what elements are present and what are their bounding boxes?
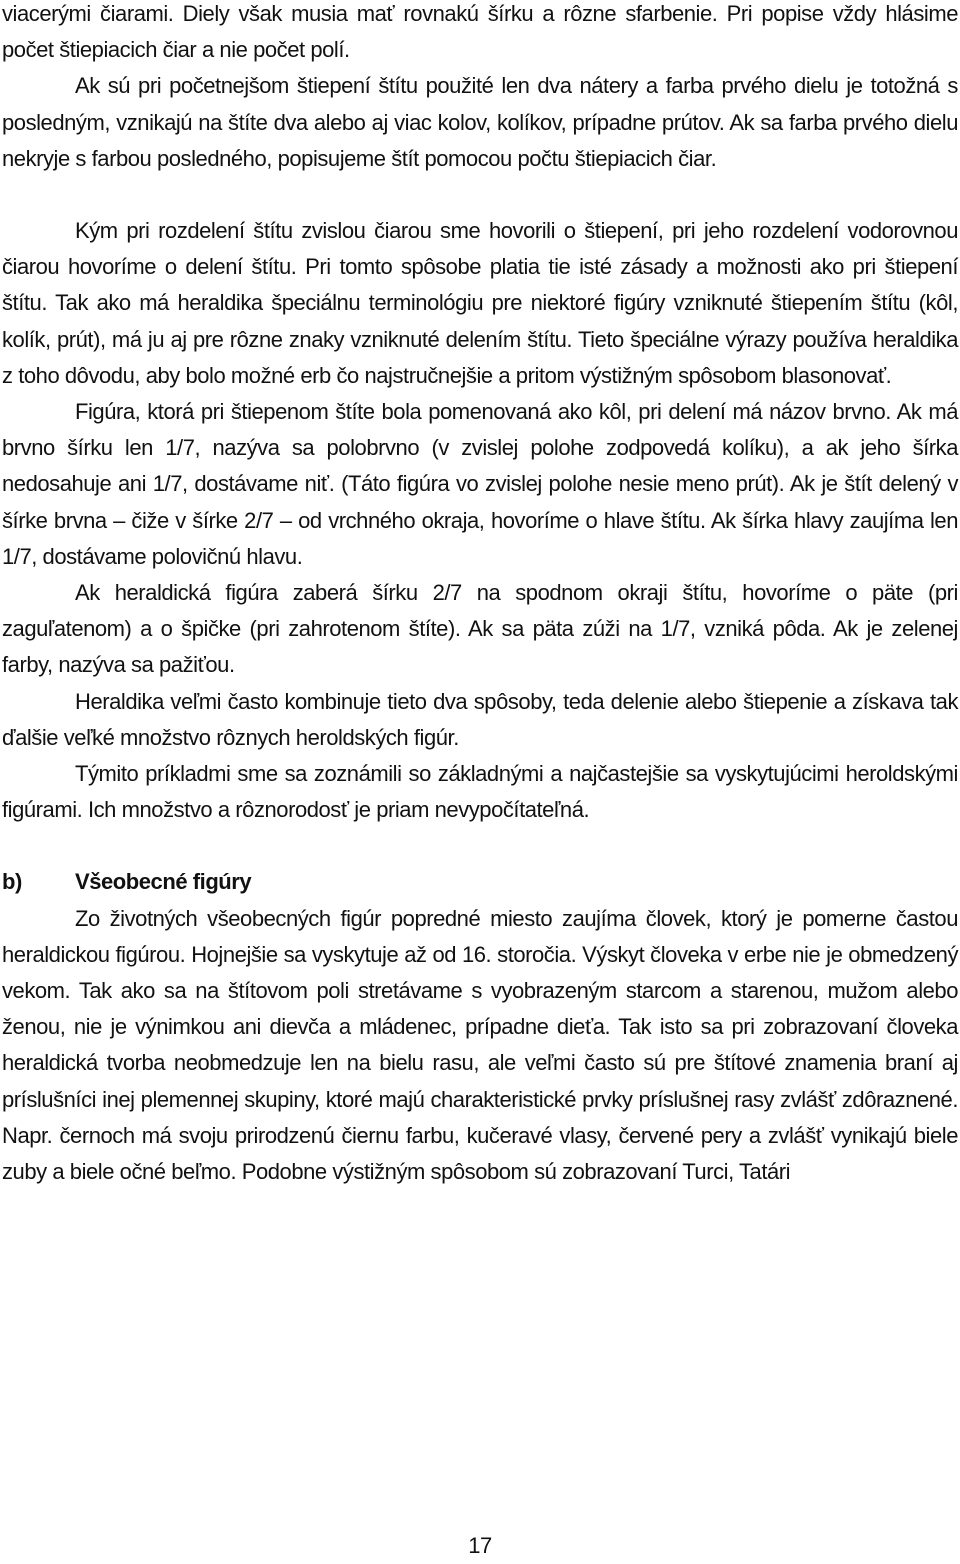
paragraph-combination: Heraldika veľmi často kombinuje tieto dva spôsoby, teda delenie alebo štiepenie a získava tak ďalšie veľké množstvo rôznych heroldských figúr. [2,688,958,750]
paragraph-human-figures: Zo životných všeobecných figúr popredné miesto zaujíma človek, ktorý je pomerne častou heraldickou figúrou. Hojnejšie sa vyskytuje až od 16. storočia. Výskyt človeka v erbe nie je obmedzený vekom. Tak ako sa na štítovom poli stretávame s vyobrazeným starcom a starenou, mužom alebo ženou, nie je výnimkou ani dievča a mládenec, prípadne dieťa. Tak isto sa pri zobrazovaní človeka heraldická tvorba neobmedzuje len na bielu rasu, ale veľmi často sú pre štítové znamenia braní aj príslušníci inej plemennej skupiny, ktoré majú charakteristické prvky príslušnej rasy zvlášť zdôraznené. Napr. černoch má svoju prirodzenú čiernu farbu, kučeravé vlasy, červené pery a zvlášť vynikajú biele zuby a biele očné beľmo. Podobne výstižným spôsobom sú zobrazovaní Turci, Tatári [2,905,958,1185]
section-title: Všeobecné figúry [75,869,252,895]
paragraph-pata: Ak heraldická figúra zaberá šírku 2/7 na spodnom okraji štítu, hovoríme o päte (pri zaguľatenom) a o špičke (pri zahrotenom štíte). Ak sa päta zúži na 1/7, vzniká pôda. Ak je zelenej farby, nazýva sa pažiťou. [2,580,958,678]
paragraph-brvno: Figúra, ktorá pri štiepenom štíte bola pomenovaná ako kôl, pri delení má názov brvno. Ak má brvno šírku len 1/7, nazýva sa polobrvno (v zvislej polohe zodpovedá kolíku), a ak jeho šírka nedosahuje ani 1/7, dostávame niť. (Táto figúra vo zvislej polohe nesie meno prút). Ak je štít delený v šírke brvna – čiže v šírke 2/7 – od vrchného okraja, hovoríme o hlave štítu. Ak šírka hlavy zaujíma len 1/7, dostávame polovičnú hlavu. [2,399,958,569]
paragraph-continuation: viacerými čiarami. Diely však musia mať rovnakú šírku a rôzne sfarbenie. Pri popise vždy hlásime počet štiepiacich čiar a nie počet polí. [2,1,958,63]
section-heading [2,864,958,900]
paragraph-summary: Týmito príkladmi sme sa zoznámili so základnými a najčastejšie sa vyskytujúcimi heroldskými figúrami. Ich množstvo a rôznorodosť je priam nevypočítateľná. [2,761,958,823]
paragraph-shield-division: Kým pri rozdelení štítu zvislou čiarou sme hovorili o štiepení, pri jeho rozdelení vodorovnou čiarou hovoríme o delení štítu. Pri tomto spôsobe platia tie isté zásady a možnosti ako pri štiepení štítu. Tak ako má heraldika špeciálnu terminológiu pre niektoré figúry vzniknuté štiepením štítu (kôl, kolík, prút), má ju aj pre rôzne znaky vzniknuté delením štítu. Tieto špeciálne výrazy používa heraldika z toho dôvodu, aby bolo možné erb čo najstručnejšie a pritom výstižným spôsobom blasonovať. [2,218,958,388]
paragraph-shield-colors: Ak sú pri početnejšom štiepení štítu použité len dva nátery a farba prvého dielu je totožná s posledným, vznikajú na štíte dva alebo aj viac kolov, kolíkov, prípadne prútov. Ak sa farba prvého dielu nekryje s farbou posledného, popisujeme štít pomocou počtu štiepiacich čiar. [2,73,958,171]
page-content [2,0,958,1190]
section-marker: b) [2,869,22,895]
page-number: 17 [468,1533,492,1558]
